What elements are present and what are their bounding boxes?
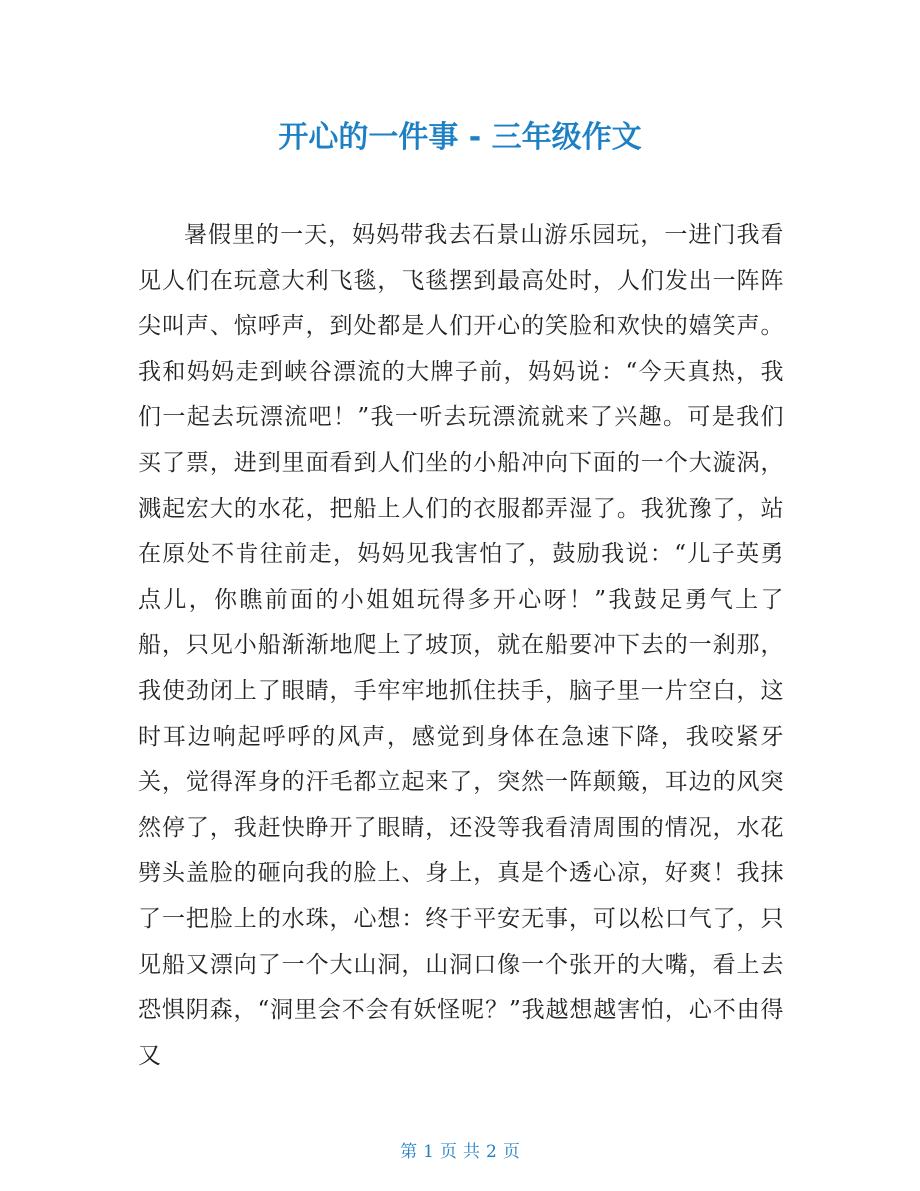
footer-total-prefix: 共	[463, 1142, 480, 1162]
footer-total-pages: 2	[486, 1142, 497, 1162]
footer-prefix: 第	[400, 1142, 418, 1162]
footer-total-suffix: 页	[502, 1142, 520, 1162]
page-footer	[0, 1140, 920, 1164]
document-title: 开心的一件事 - 三年级作文	[278, 120, 642, 155]
footer-page-word: 页	[440, 1142, 457, 1162]
body-paragraph: 暑假里的一天，妈妈带我去石景山游乐园玩，一进门我看见人们在玩意大利飞毯，飞毯摆到最高处时，人们发出一阵阵尖叫声、惊呼声，到处都是人们开心的笑脸和欢快的嬉笑声。我和妈妈走到峡谷漂流的大牌子前，妈妈说：“今天真热，我们一起去玩漂流吧！”我一听去玩漂流就来了兴趣。可是我们买了票，进到里面看到人们坐的小船冲向下面的一个大漩涡，溅起宏大的水花，把船上人们的衣服都弄湿了。我犹豫了，站在原处不肯往前走，妈妈见我害怕了，鼓励我说：“儿子英勇点儿，你瞧前面的小姐姐玩得多开心呀！”我鼓足勇气上了船，只见小船渐渐地爬上了坡顶，就在船要冲下去的一刹那，我使劲闭上了眼睛，手牢牢地抓住扶手，脑子里一片空白，这时耳边响起呼呼的风声，感觉到身体在急速下降，我咬紧牙关，觉得浑身的汗毛都立起来了，突然一阵颠簸，耳边的风突然停了，我赶快睁开了眼睛，还没等我看清周围的情况，水花劈头盖脸的砸向我的脸上、身上，真是个透心凉，好爽！我抹了一把脸上的水珠，心想：终于平安无事，可以松口气了，只见船又漂向了一个大山洞，山洞口像一个张开的大嘴，看上去恐惧阴森，“洞里会不会有妖怪呢？”我越想越害怕，心不由得又	[138, 222, 784, 1069]
footer-current-page: 1	[423, 1142, 434, 1162]
